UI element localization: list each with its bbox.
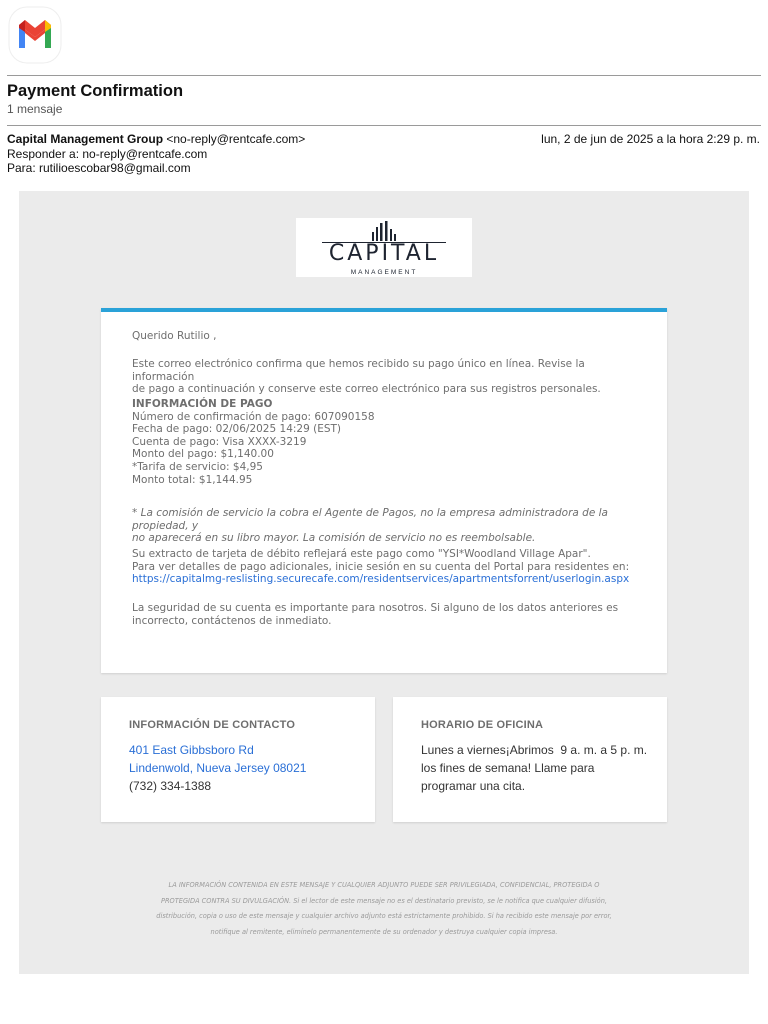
message-count: 1 mensaje: [7, 102, 63, 116]
fee-note-line-1: * La comisión de servicio la cobra el Agente de Pagos, no la empresa administradora de la propiedad, y: [132, 507, 608, 532]
hours-line-2: los fines de semana! Llame para: [421, 761, 595, 775]
intro-line-2: de pago a continuación y conserve este correo electrónico para sus registros personales.: [132, 383, 601, 396]
phone-number: (732) 334-1388: [129, 779, 212, 793]
hours-line-3: programar una cita.: [421, 779, 526, 793]
greeting: Querido Rutilio ,: [132, 330, 217, 342]
service-fee: *Tarifa de servicio: $4,95: [132, 460, 263, 473]
reply-to-line: Responder a: no-reply@rentcafe.com: [7, 147, 208, 161]
payment-date: Fecha de pago: 02/06/2025 14:29 (EST): [132, 423, 342, 436]
hours-line-1: Lunes a viernes¡Abrimos 9 a. m. a 5 p. m.: [421, 743, 648, 757]
security-line-2: incorrecto, contáctenos de inmediato.: [132, 614, 332, 627]
payment-confirmation-card: [101, 308, 667, 673]
confirmation-number: Número de confirmación de pago: 607090158: [132, 410, 375, 423]
disclaimer-line-4: notifique al remitente, elimínelo permanentemente de su ordenador y destruya cualquier copia impresa.: [210, 927, 558, 936]
contact-info-body: [129, 741, 306, 795]
office-hours-title: HORARIO DE OFICINA: [421, 719, 544, 731]
address-line-2-link[interactable]: Lindenwold, Nueva Jersey 08021: [129, 761, 307, 775]
header-divider-bottom: [7, 125, 761, 126]
capital-logo-bars-icon: [366, 221, 402, 241]
statement-paragraph: [132, 548, 639, 586]
contact-info-title: INFORMACIÓN DE CONTACTO: [129, 719, 296, 731]
sender-line: [7, 132, 305, 146]
disclaimer-line-1: LA INFORMACIÓN CONTENIDA EN ESTE MENSAJE Y CUALQUIER ADJUNTO PUEDE SER PRIVILEGIADA, CONFIDENCIAL, PROTEGIDA O: [168, 881, 600, 889]
sender-name[interactable]: Capital Management Group: [7, 132, 164, 146]
payment-amount: Monto del pago: $1,140.00: [132, 448, 274, 461]
resident-portal-link[interactable]: https://capitalmg-reslisting.securecafe.com/residentservices/apartmentsforrent/userlogin.aspx: [132, 573, 630, 586]
payment-info-block: [132, 398, 639, 486]
fee-note: [132, 507, 639, 545]
payment-account: Cuenta de pago: Visa XXXX-3219: [132, 435, 307, 448]
statement-line-2: Para ver detalles de pago adicionales, inicie sesión en su cuenta del Portal para residentes en:: [132, 560, 630, 573]
sender-email[interactable]: <no-reply@rentcafe.com>: [166, 132, 306, 146]
security-line-1: La seguridad de su cuenta es importante para nosotros. Si alguno de los datos anteriores es: [132, 602, 619, 614]
intro-paragraph: [132, 358, 639, 396]
office-hours-body: [421, 741, 647, 795]
contact-info-card: [101, 697, 375, 822]
logo-subtitle: MANAGEMENT: [350, 269, 418, 276]
security-paragraph: [132, 602, 639, 627]
disclaimer-line-2: PROTEGIDA CONTRA SU DIVULGACIÓN. Si el lector de este mensaje no es el destinatario previsto, se le notifica que cualquier difusión,: [161, 896, 607, 905]
email-date: lun, 2 de jun de 2025 a la hora 2:29 p. m.: [541, 132, 760, 146]
capital-logo: [296, 218, 472, 277]
gmail-logo-icon: [8, 6, 62, 64]
email-subject: Payment Confirmation: [7, 82, 184, 100]
office-hours-card: [393, 697, 667, 822]
header-divider-top: [7, 75, 761, 76]
disclaimer-line-3: distribución, copia o uso de este mensaje y cualquier archivo adjunto está estrictamente prohibido. Si ha recibido este mensaje por error,: [156, 912, 612, 920]
fee-note-line-2: no aparecerá en su libro mayor. La comisión de servicio no es reembolsable.: [132, 532, 536, 545]
legal-disclaimer: [120, 878, 648, 940]
intro-line-1: Este correo electrónico confirma que hemos recibido su pago único en línea. Revise la información: [132, 358, 585, 383]
to-line: Para: rutilioescobar98@gmail.com: [7, 161, 191, 175]
address-line-1-link[interactable]: 401 East Gibbsboro Rd: [129, 743, 254, 757]
total-amount: Monto total: $1,144.95: [132, 473, 253, 486]
logo-wordmark: CAPITAL: [328, 241, 440, 266]
statement-line-1: Su extracto de tarjeta de débito reflejará este pago como "YSI*Woodland Village Apar".: [132, 548, 591, 560]
payment-info-heading: INFORMACIÓN DE PAGO: [132, 398, 273, 410]
